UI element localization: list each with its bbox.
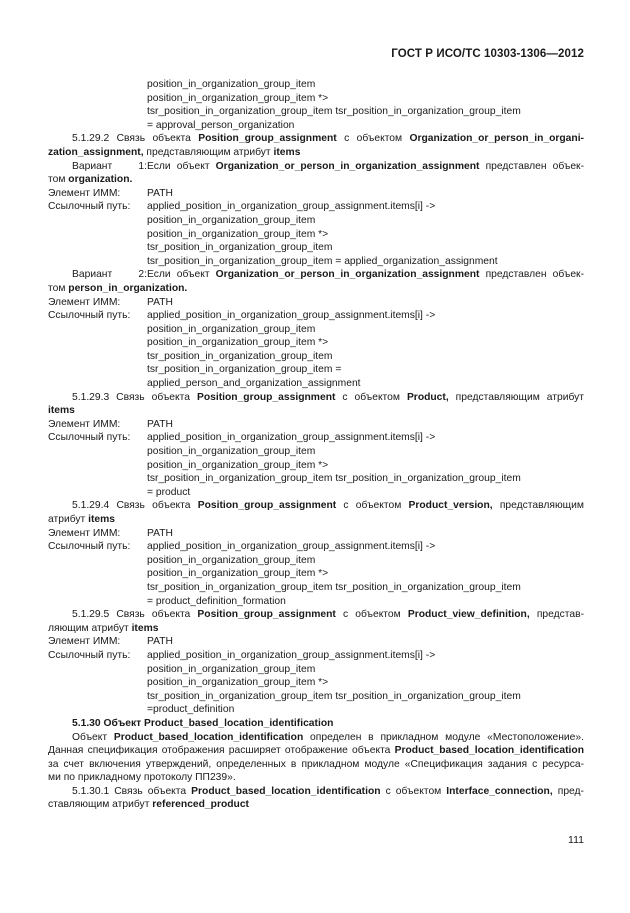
element-row: Элемент ИММ: PATH (48, 296, 173, 308)
element-row: Элемент ИММ: PATH (48, 418, 173, 430)
section-5-1-29-5-heading: 5.1.29.5 Связь объекта Position_group_assignment с объектом Product_view_definition, представ- (72, 609, 584, 621)
path-row: Ссылочный путь: applied_position_in_organization_group_assignment.items[i] -> (48, 432, 436, 444)
text-line: tsr_position_in_organization_group_item tsr_position_in_organization_group_item (147, 581, 521, 593)
text-line: position_in_organization_group_item *> (147, 677, 329, 689)
text-line: position_in_organization_group_item (147, 214, 316, 226)
variant-1-line: Вариант 1:Если объект Organization_or_person_in_organization_assignment представлен объек- (72, 160, 584, 172)
text-line: tsr_position_in_organization_group_item = applied_organization_assignment (147, 255, 498, 267)
text-line: position_in_organization_group_item *> (147, 459, 329, 471)
element-row: Элемент ИММ: PATH (48, 527, 173, 539)
text-line: ставляющим атрибут referenced_product (48, 799, 249, 811)
text-line: zation_assignment, представляющим атрибут items (48, 146, 301, 158)
section-5-1-29-3-heading: 5.1.29.3 Связь объекта Position_group_assignment с объектом Product, представляющим атрибут (72, 391, 584, 403)
text-line: tsr_position_in_organization_group_item = (147, 364, 342, 376)
page-number: 111 (568, 834, 584, 846)
text-line: Данная спецификация отображения расширяет отображение объекта Product_based_location_identification (48, 745, 584, 757)
section-5-1-29-2-heading: 5.1.29.2 Связь объекта Position_group_assignment с объектом Organization_or_person_in_organi- (72, 133, 584, 145)
page-body (48, 78, 584, 812)
text-line: Объект Product_based_location_identification определен в прикладном модуле «Местоположение». (72, 731, 584, 743)
element-row: Элемент ИММ: PATH (48, 636, 173, 648)
text-line: tsr_position_in_organization_group_item tsr_position_in_organization_group_item (147, 690, 521, 702)
text-line: applied_person_and_organization_assignment (147, 378, 361, 390)
text-line: tsr_position_in_organization_group_item (147, 350, 333, 362)
text-line: position_in_organization_group_item (147, 79, 316, 90)
text-line: tsr_position_in_organization_group_item tsr_position_in_organization_group_item (147, 106, 521, 118)
path-row: Ссылочный путь: applied_position_in_organization_group_assignment.items[i] -> (48, 201, 436, 213)
variant-2-line: Вариант 2:Если объект Organization_or_person_in_organization_assignment представлен объек- (72, 269, 584, 281)
text-line: = product_definition_formation (147, 595, 286, 607)
text-line: ляющим атрибут items (48, 622, 159, 634)
path-row: Ссылочный путь: applied_position_in_organization_group_assignment.items[i] -> (48, 649, 436, 661)
section-5-1-30-title: 5.1.30 Объект Product_based_location_identification (72, 717, 334, 729)
text-line: том person_in_organization. (48, 282, 188, 294)
text-line: tsr_position_in_organization_group_item tsr_position_in_organization_group_item (147, 473, 521, 485)
text-line: том organization. (48, 174, 133, 186)
text-line: position_in_organization_group_item *> (147, 228, 329, 240)
text-line: =product_definition (147, 704, 235, 716)
path-row: Ссылочный путь: applied_position_in_organization_group_assignment.items[i] -> (48, 310, 436, 322)
text-line: tsr_position_in_organization_group_item (147, 242, 333, 254)
text-line: ми по прикладному протоколу ПП239». (48, 772, 236, 784)
text-line: position_in_organization_group_item (147, 554, 316, 566)
text-line: за счет включения утверждений, определенных в прикладном модуле «Спецификация задания с ресурса- (48, 758, 584, 770)
text-line: = product (147, 486, 191, 498)
text-line: items (48, 405, 75, 417)
text-line: position_in_organization_group_item (147, 323, 316, 335)
text-line: position_in_organization_group_item (147, 663, 316, 675)
text-line: position_in_organization_group_item *> (147, 92, 329, 104)
text-line: атрибут items (48, 514, 115, 525)
text-line: = approval_person_organization (147, 119, 295, 131)
text-line: position_in_organization_group_item (147, 446, 316, 458)
document-header: ГОСТ Р ИСО/ТС 10303-1306—2012 (391, 48, 584, 60)
text-line: position_in_organization_group_item *> (147, 337, 329, 349)
path-row: Ссылочный путь: applied_position_in_organization_group_assignment.items[i] -> (48, 541, 436, 553)
section-5-1-29-4-heading: 5.1.29.4 Связь объекта Position_group_assignment с объектом Product_version, представляющим (72, 500, 584, 512)
text-line: position_in_organization_group_item *> (147, 568, 329, 580)
element-row: Элемент ИММ: PATH (48, 187, 173, 199)
section-5-1-30-1-heading: 5.1.30.1 Связь объекта Product_based_location_identification с объектом Interface_connection, пред- (72, 785, 584, 797)
